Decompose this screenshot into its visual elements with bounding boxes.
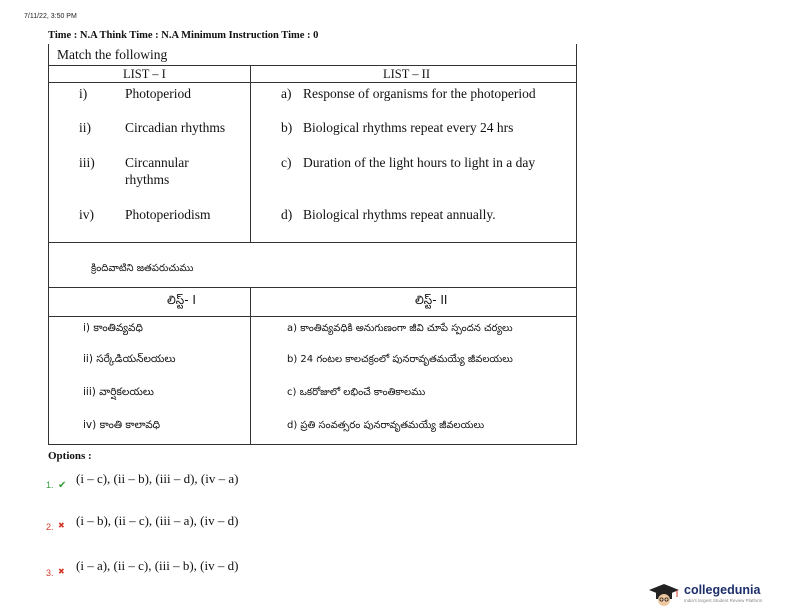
list2-item: Biological rhythms repeat annually. [303, 207, 496, 222]
telugu-list2-header: లిస్ట్- II [415, 293, 448, 307]
check-icon: ✔ [58, 480, 67, 491]
list1-item-cont: rhythms [125, 172, 170, 187]
brand-name: collegedunia [684, 583, 761, 597]
divider [49, 65, 576, 66]
row-letter: b) [281, 120, 293, 135]
row-letter: c) [281, 155, 292, 170]
option-1-text[interactable]: (i – c), (ii – b), (iii – d), (iv – a) [76, 471, 239, 486]
cross-icon: ✖ [58, 567, 65, 576]
time-header: Time : N.A Think Time : N.A Minimum Instruction Time : 0 [48, 30, 319, 41]
options-label: Options : [48, 450, 92, 462]
option-3-number: 3. [46, 568, 54, 578]
question-box [48, 44, 577, 445]
row-num: i) [79, 86, 88, 101]
list1-item: Photoperiod [125, 86, 191, 101]
divider [49, 287, 576, 288]
row-num: iii) [79, 155, 95, 170]
list2-item: Response of organisms for the photoperiod [303, 86, 536, 101]
list1-header: LIST – I [123, 67, 166, 81]
print-timestamp: 7/11/22, 3:50 PM [24, 13, 77, 20]
telugu-instruction: క్రిందివాటిని జతపరుచుము [91, 263, 194, 274]
list1-item: Photoperiodism [125, 207, 211, 222]
column-divider [250, 287, 251, 444]
list2-item: Biological rhythms repeat every 24 hrs [303, 120, 514, 135]
option-3-text[interactable]: (i – a), (ii – c), (iii – b), (iv – d) [76, 558, 239, 573]
graduate-cap-icon [648, 582, 680, 608]
divider [49, 82, 576, 83]
telugu-list2-item: c) ఒకరోజులో లభించే కాంతికాలము [287, 387, 426, 398]
list1-item: Circannular [125, 155, 189, 170]
telugu-list2-item: a) కాంతివ్యవధికి అనుగుణంగా జీవి చూపే స్పందన చర్యలు [287, 323, 513, 334]
option-2-text[interactable]: (i – b), (ii – c), (iii – a), (iv – d) [76, 513, 239, 528]
telugu-list1-item: i) కాంతివ్యవధి [83, 322, 143, 334]
question-title: Match the following [57, 47, 168, 62]
option-1-number: 1. [46, 480, 54, 490]
divider [49, 316, 576, 317]
collegedunia-logo [648, 582, 788, 608]
row-num: ii) [79, 120, 91, 135]
list1-item: Circadian rhythms [125, 120, 226, 135]
row-letter: a) [281, 86, 292, 101]
row-num: iv) [79, 207, 94, 222]
brand-tagline: India's largest Student Review Platform [684, 598, 763, 603]
telugu-list2-item: b) 24 గంటల కాలచక్రంలో పునరావృతమయ్యే జీవలయలు [287, 354, 513, 365]
telugu-list1-item: iii) వార్షికలయలు [83, 386, 154, 398]
telugu-list1-item: ii) సర్కేడియన్‌లయలు [83, 353, 176, 365]
telugu-list2-item: d) ప్రతి సంవత్సరం పునరావృతమయ్యే జీవలయలు [287, 420, 485, 431]
option-2-number: 2. [46, 522, 54, 532]
telugu-list1-header: లిస్ట్- I [167, 293, 196, 307]
list2-item: Duration of the light hours to light in a day [303, 155, 536, 170]
list2-header: LIST – II [383, 67, 430, 81]
column-divider [250, 65, 251, 242]
divider [49, 242, 576, 243]
telugu-list1-item: iv) కాంతి కాలావధి [83, 419, 161, 431]
cross-icon: ✖ [58, 521, 65, 530]
row-letter: d) [281, 207, 293, 222]
